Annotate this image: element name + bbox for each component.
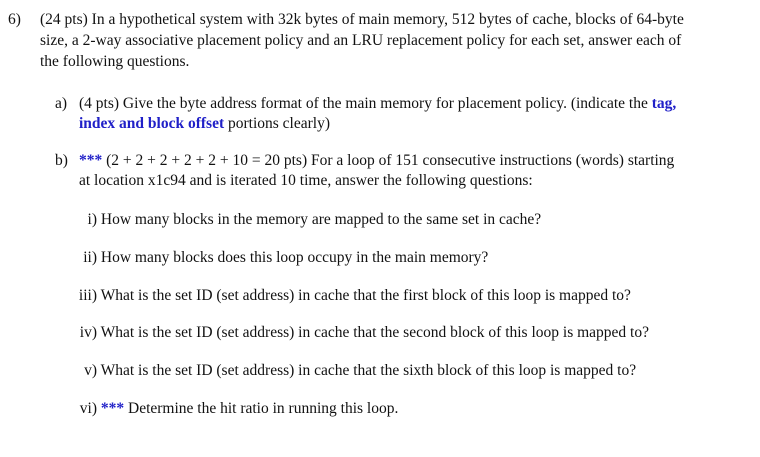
- part-a-line-2: [79, 116, 330, 132]
- problem-text-2: size, a 2-way associative placement policy and an LRU replacement policy for each set, answer each of: [40, 32, 682, 49]
- subquestion-text: What is the set ID (set address) in cache that the first block of this loop is mapped to?: [100, 287, 631, 304]
- problem-text-3: the following questions.: [40, 53, 190, 70]
- problem-text-1: (24 pts) In a hypothetical system with 32k bytes of main memory, 512 bytes of cache, blocks of 64-byte: [40, 11, 684, 28]
- subquestion-text: What is the set ID (set address) in cache that the second block of this loop is mapped to?: [100, 324, 649, 341]
- part-b-text-1: (2 + 2 + 2 + 2 + 2 + 10 = 20 pts) For a loop of 151 consecutive instructions (words) starting: [102, 152, 675, 169]
- part-b-text-2: at location x1c94 and is iterated 10 time, answer the following questions:: [79, 172, 533, 189]
- subquestion-label: iii): [78, 287, 97, 304]
- part-b-label: b): [55, 152, 68, 169]
- problem-number: 6): [8, 11, 21, 28]
- subquestion-text: How many blocks in the memory are mapped to the same set in cache?: [100, 211, 542, 228]
- problem-line-1: [8, 12, 684, 28]
- subquestion-iii: [72, 288, 631, 304]
- subquestion-i: [72, 212, 541, 228]
- subquestion-label: iv): [79, 324, 97, 341]
- subquestion-label: i): [87, 211, 97, 228]
- subquestion-label: v): [84, 362, 97, 379]
- subquestion-v: [72, 363, 636, 379]
- subquestion-label: ii): [83, 249, 97, 266]
- subquestion-label: vi): [79, 400, 97, 417]
- subquestion-text: How many blocks does this loop occupy in the main memory?: [100, 249, 489, 266]
- part-a-text-2: portions clearly): [224, 115, 331, 132]
- subquestion-ii: [72, 250, 488, 266]
- subquestion-text: Determine the hit ratio in running this loop.: [124, 400, 399, 417]
- part-a-index-offset-highlight: index and block offset: [79, 115, 225, 132]
- subquestion-vi: [72, 401, 398, 417]
- subquestion-text: What is the set ID (set address) in cache that the sixth block of this loop is mapped to?: [100, 362, 637, 379]
- part-b-stars: ***: [79, 152, 103, 169]
- part-b-line-1: [55, 153, 674, 169]
- part-a-text-1: (4 pts) Give the byte address format of the main memory for placement policy. (indicate the: [79, 95, 652, 112]
- subquestion-vi-stars: ***: [100, 400, 125, 417]
- part-a-line-1: [55, 96, 676, 112]
- part-a-label: a): [55, 95, 68, 112]
- subquestion-iv: [72, 325, 649, 341]
- part-a-tag-highlight: tag,: [651, 95, 677, 112]
